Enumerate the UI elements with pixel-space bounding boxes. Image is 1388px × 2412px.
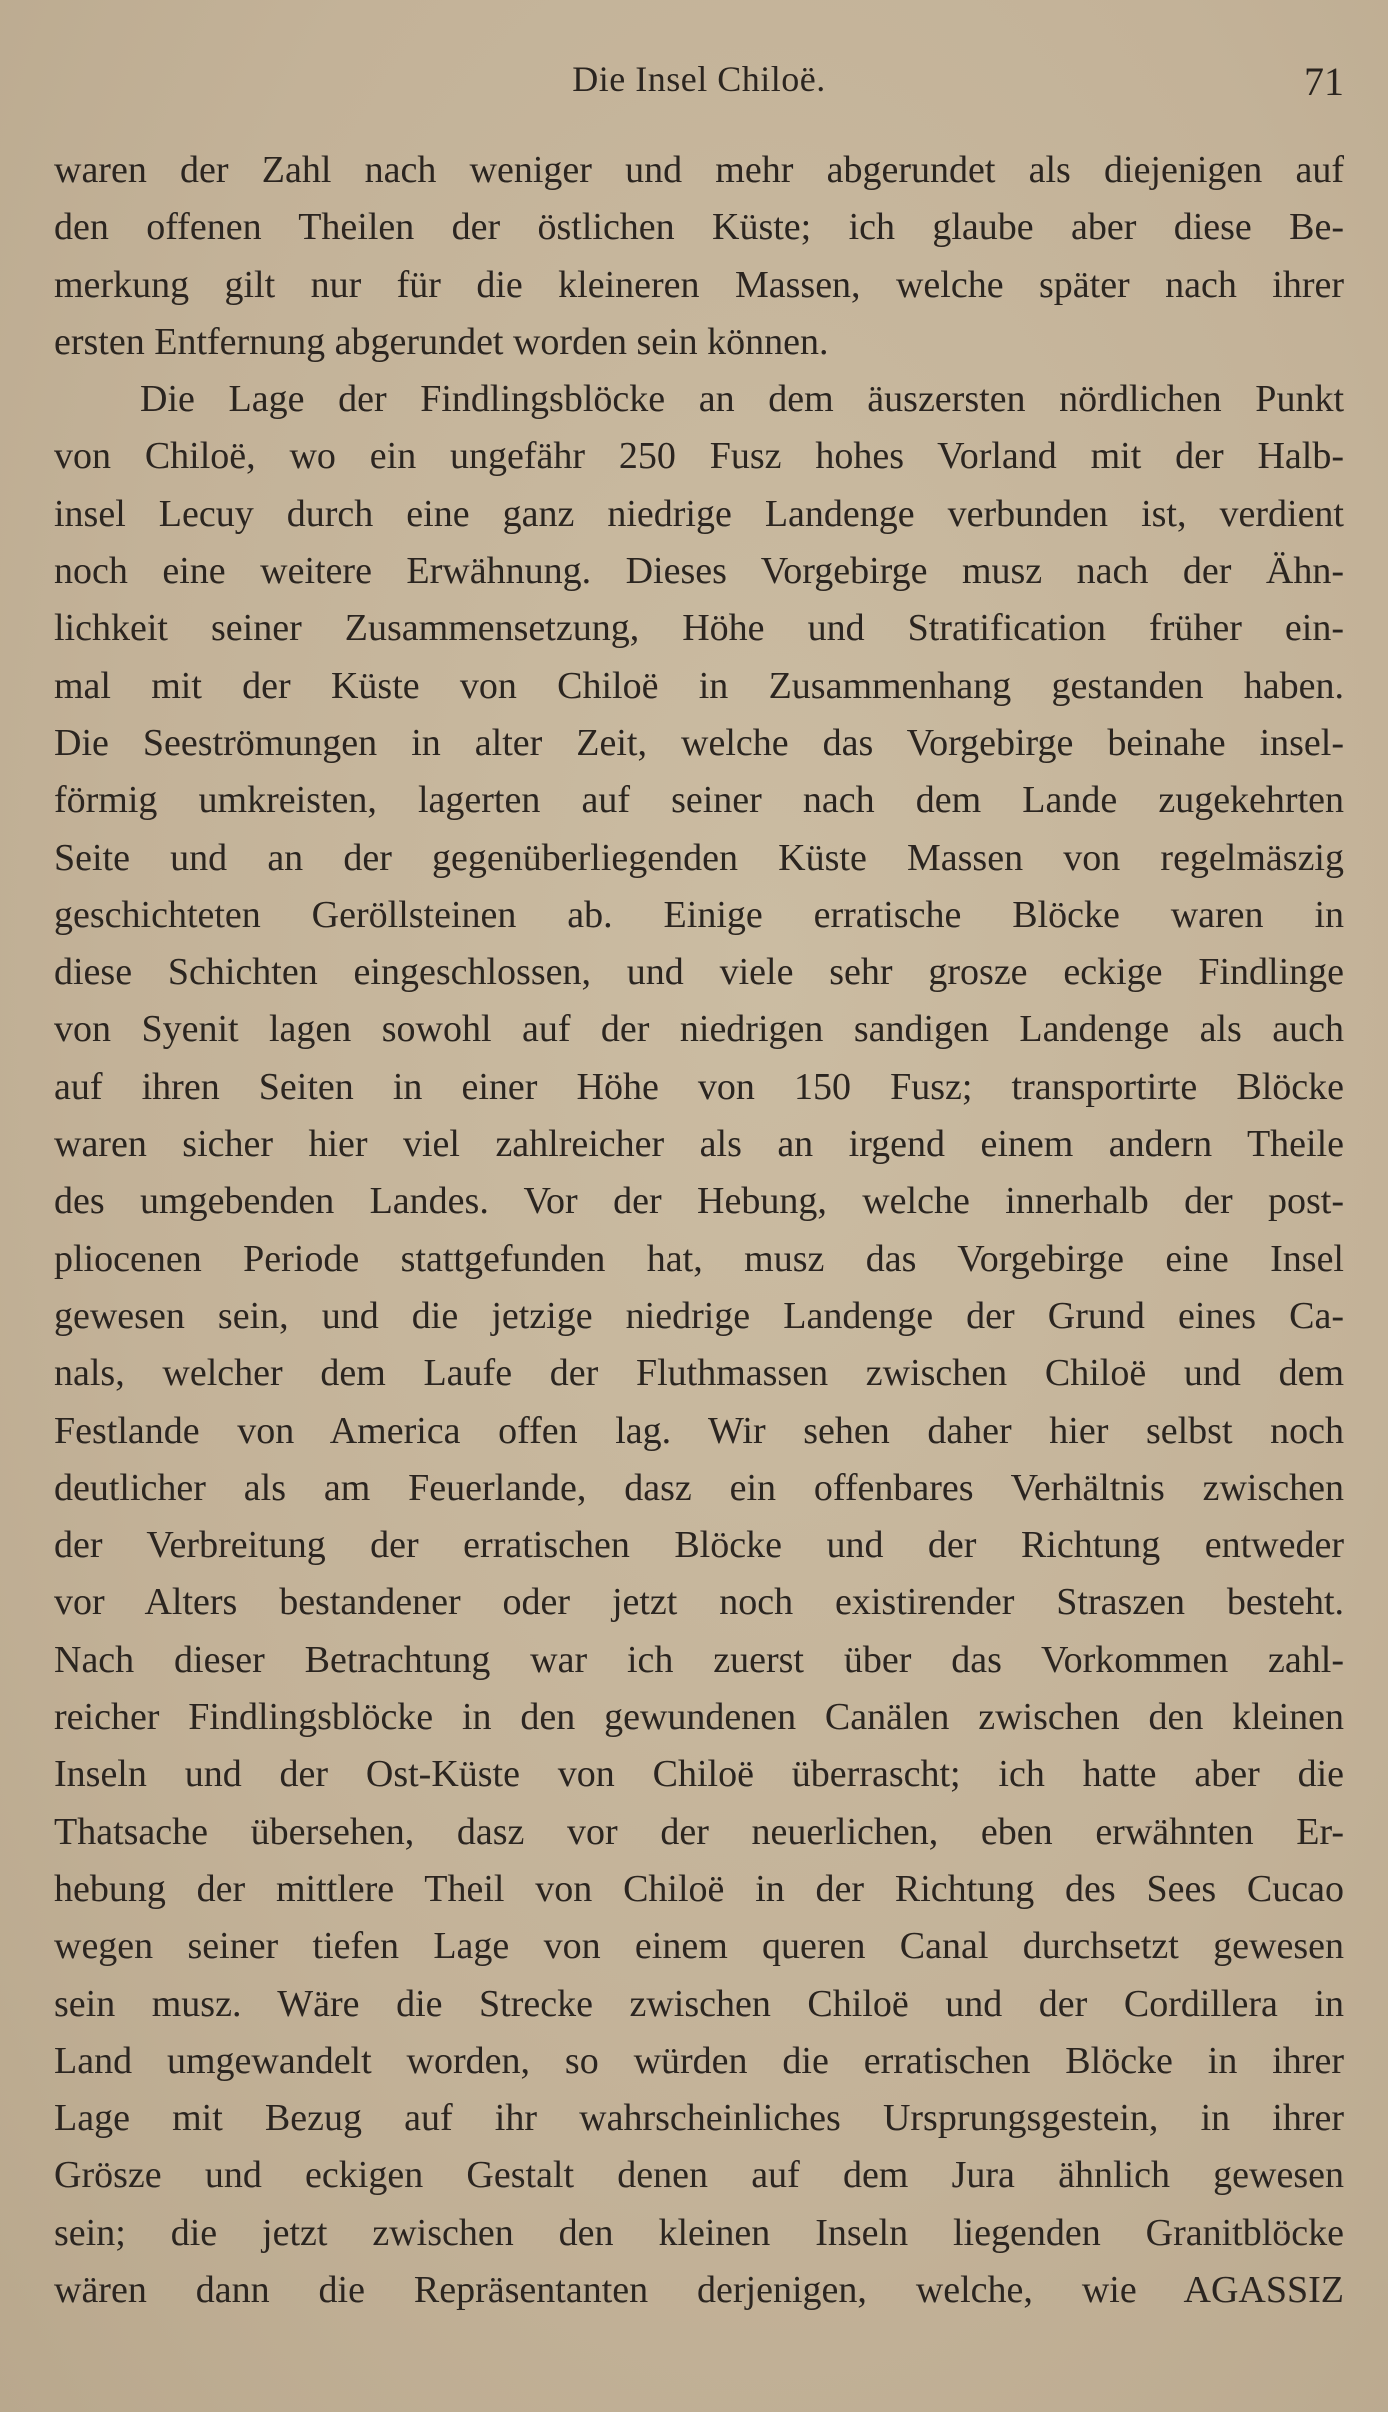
text-line: Festlande von America offen lag. Wir sehen daher hier selbst noch bbox=[54, 1409, 1344, 1452]
running-title: Die Insel Chiloë. bbox=[572, 59, 826, 99]
text-line: mal mit der Küste von Chiloë in Zusammenhang gestanden haben. bbox=[54, 664, 1344, 707]
text-line: deutlicher als am Feuerlande, dasz ein offenbares Verhältnis zwischen bbox=[54, 1466, 1344, 1509]
text-line: Thatsache übersehen, dasz vor der neuerlichen, eben erwähnten Er- bbox=[54, 1810, 1344, 1853]
text-line: auf ihren Seiten in einer Höhe von 150 Fusz; transportirte Blöcke bbox=[54, 1065, 1344, 1108]
text-line: förmig umkreisten, lagerten auf seiner nach dem Lande zugekehrten bbox=[54, 779, 1344, 822]
text-line: nals, welcher dem Laufe der Fluthmassen zwischen Chiloë und dem bbox=[54, 1352, 1344, 1395]
text-line: wären dann die Repräsentanten derjenigen, welche, wie AGASSIZ bbox=[54, 2268, 1344, 2311]
text-line: den offenen Theilen der östlichen Küste; ich glaube aber diese Be- bbox=[54, 206, 1344, 249]
text-line: sein musz. Wäre die Strecke zwischen Chiloë und der Cordillera in bbox=[54, 1982, 1344, 2025]
text-line: noch eine weitere Erwähnung. Dieses Vorgebirge musz nach der Ähn- bbox=[54, 550, 1344, 593]
running-head bbox=[54, 52, 1344, 112]
text-line: ersten Entfernung abgerundet worden sein können. bbox=[54, 320, 829, 363]
text-line: waren der Zahl nach weniger und mehr abgerundet als diejenigen auf bbox=[54, 149, 1344, 191]
text-line: sein; die jetzt zwischen den kleinen Inseln liegenden Granitblöcke bbox=[54, 2211, 1344, 2254]
text-line: geschichteten Geröllsteinen ab. Einige erratische Blöcke waren in bbox=[54, 893, 1344, 936]
text-line: Lage mit Bezug auf ihr wahrscheinliches Ursprungsgestein, in ihrer bbox=[54, 2097, 1344, 2140]
text-line: hebung der mittlere Theil von Chiloë in der Richtung des Sees Cucao bbox=[54, 1867, 1344, 1910]
text-line: insel Lecuy durch eine ganz niedrige Landenge verbunden ist, verdient bbox=[54, 492, 1344, 535]
text-line: merkung gilt nur für die kleineren Massen, welche später nach ihrer bbox=[54, 263, 1344, 306]
text-line: von Syenit lagen sowohl auf der niedrigen sandigen Landenge als auch bbox=[54, 1008, 1344, 1051]
text-line: vor Alters bestandener oder jetzt noch existirender Straszen besteht. bbox=[54, 1581, 1344, 1624]
text-line: wegen seiner tiefen Lage von einem queren Canal durchsetzt gewesen bbox=[54, 1925, 1344, 1968]
text-line: des umgebenden Landes. Vor der Hebung, welche innerhalb der post- bbox=[54, 1180, 1344, 1223]
page-number: 71 bbox=[1304, 59, 1344, 104]
text-line: der Verbreitung der erratischen Blöcke und der Richtung entweder bbox=[54, 1524, 1344, 1567]
text-line: Grösze und eckigen Gestalt denen auf dem Jura ähnlich gewesen bbox=[54, 2154, 1344, 2197]
text-line: von Chiloë, wo ein ungefähr 250 Fusz hohes Vorland mit der Halb- bbox=[54, 435, 1344, 478]
text-line: reicher Findlingsblöcke in den gewundenen Canälen zwischen den kleinen bbox=[54, 1696, 1344, 1739]
text-line: Seite und an der gegenüberliegenden Küste Massen von regelmäszig bbox=[54, 836, 1344, 879]
text-line: Die Seeströmungen in alter Zeit, welche das Vorgebirge beinahe insel- bbox=[54, 721, 1344, 764]
text-line: Nach dieser Betrachtung war ich zuerst über das Vorkommen zahl- bbox=[54, 1638, 1344, 1681]
text-line: lichkeit seiner Zusammensetzung, Höhe und Stratification früher ein- bbox=[54, 607, 1344, 650]
text-line: diese Schichten eingeschlossen, und viele sehr grosze eckige Findlinge bbox=[54, 951, 1344, 994]
body-text bbox=[54, 142, 1344, 2319]
text-line: Inseln und der Ost-Küste von Chiloë überrascht; ich hatte aber die bbox=[54, 1753, 1344, 1796]
text-line: waren sicher hier viel zahlreicher als an irgend einem andern Theile bbox=[54, 1123, 1344, 1166]
text-line: Die Lage der Findlingsblöcke an dem äuszersten nördlichen Punkt bbox=[140, 378, 1344, 421]
text-line: Land umgewandelt worden, so würden die erratischen Blöcke in ihrer bbox=[54, 2039, 1344, 2082]
text-line: gewesen sein, und die jetzige niedrige Landenge der Grund eines Ca- bbox=[54, 1294, 1344, 1337]
text-line: pliocenen Periode stattgefunden hat, musz das Vorgebirge eine Insel bbox=[54, 1237, 1344, 1280]
